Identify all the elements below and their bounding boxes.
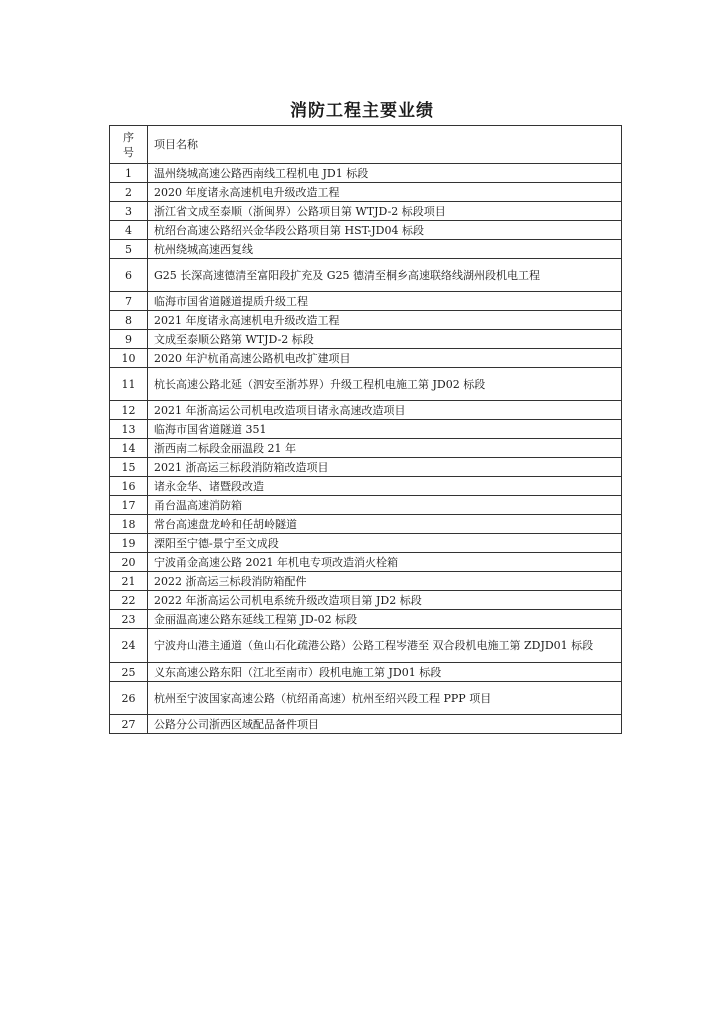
- row-number: 18: [110, 515, 148, 534]
- table-row: [110, 515, 622, 534]
- table-row: [110, 663, 622, 682]
- row-number: 25: [110, 663, 148, 682]
- table-row: [110, 572, 622, 591]
- performance-table: [109, 125, 622, 734]
- table-row: [110, 682, 622, 715]
- row-project-name: 公路分公司浙西区域配品备件项目: [148, 715, 622, 734]
- row-project-name: 义东高速公路东阳（江北至南市）段机电施工第 JD01 标段: [148, 663, 622, 682]
- row-project-name: 宁波甬金高速公路 2021 年机电专项改造消火栓箱: [148, 553, 622, 572]
- table-row: [110, 629, 622, 663]
- row-project-name: 溧阳至宁德-景宁至文成段: [148, 534, 622, 553]
- table-row: [110, 292, 622, 311]
- row-number: 12: [110, 401, 148, 420]
- row-project-name: 温州绕城高速公路西南线工程机电 JD1 标段: [148, 164, 622, 183]
- row-project-name: 2022 浙高运三标段消防箱配件: [148, 572, 622, 591]
- row-number: 14: [110, 439, 148, 458]
- row-number: 23: [110, 610, 148, 629]
- row-project-name: 2021 浙高运三标段消防箱改造项目: [148, 458, 622, 477]
- row-project-name: 常台高速盘龙岭和任胡岭隧道: [148, 515, 622, 534]
- row-number: 13: [110, 420, 148, 439]
- row-number: 27: [110, 715, 148, 734]
- row-number: 6: [110, 259, 148, 292]
- table-row: [110, 330, 622, 349]
- table-row: [110, 311, 622, 330]
- row-number: 22: [110, 591, 148, 610]
- row-project-name: 2020 年沪杭甬高速公路机电改扩建项目: [148, 349, 622, 368]
- page-title: 消防工程主要业绩: [290, 101, 434, 121]
- table-row: [110, 164, 622, 183]
- table-row: [110, 439, 622, 458]
- table-row: [110, 183, 622, 202]
- row-number: 16: [110, 477, 148, 496]
- row-project-name: 临海市国省道隧道提质升级工程: [148, 292, 622, 311]
- row-number: 5: [110, 240, 148, 259]
- row-project-name: 临海市国省道隧道 351: [148, 420, 622, 439]
- table-row: [110, 349, 622, 368]
- row-project-name: 2020 年度诸永高速机电升级改造工程: [148, 183, 622, 202]
- row-number: 26: [110, 682, 148, 715]
- table-row: [110, 401, 622, 420]
- table-row: [110, 202, 622, 221]
- table-row: [110, 259, 622, 292]
- row-project-name: 2021 年度诸永高速机电升级改造工程: [148, 311, 622, 330]
- table-row: [110, 496, 622, 515]
- table-row: [110, 477, 622, 496]
- row-number: 11: [110, 368, 148, 401]
- table-row: [110, 534, 622, 553]
- table-row: [110, 221, 622, 240]
- row-number: 3: [110, 202, 148, 221]
- row-number: 1: [110, 164, 148, 183]
- row-number: 10: [110, 349, 148, 368]
- row-number: 24: [110, 629, 148, 663]
- row-project-name: 杭州绕城高速西复线: [148, 240, 622, 259]
- table-row: [110, 368, 622, 401]
- table-row: [110, 240, 622, 259]
- row-number: 7: [110, 292, 148, 311]
- table-row: [110, 715, 622, 734]
- row-project-name: 甬台温高速消防箱: [148, 496, 622, 515]
- row-number: 9: [110, 330, 148, 349]
- table-header-row: [110, 126, 622, 164]
- row-number: 20: [110, 553, 148, 572]
- row-number: 8: [110, 311, 148, 330]
- row-project-name: 2022 年浙高运公司机电系统升级改造项目第 JD2 标段: [148, 591, 622, 610]
- header-no: [110, 126, 148, 164]
- row-project-name: 杭州至宁波国家高速公路（杭绍甬高速）杭州至绍兴段工程 PPP 项目: [148, 682, 622, 715]
- row-number: 21: [110, 572, 148, 591]
- row-project-name: 杭绍台高速公路绍兴金华段公路项目第 HST-JD04 标段: [148, 221, 622, 240]
- table-row: [110, 591, 622, 610]
- row-number: 2: [110, 183, 148, 202]
- table-row: [110, 610, 622, 629]
- row-project-name: 文成至泰顺公路第 WTJD-2 标段: [148, 330, 622, 349]
- row-project-name: 浙西南二标段金丽温段 21 年: [148, 439, 622, 458]
- row-project-name: 金丽温高速公路东延线工程第 JD-02 标段: [148, 610, 622, 629]
- row-number: 15: [110, 458, 148, 477]
- row-number: 19: [110, 534, 148, 553]
- header-no-line2: 号: [123, 145, 134, 159]
- row-project-name: G25 长深高速德清至富阳段扩充及 G25 德清至桐乡高速联络线湖州段机电工程: [148, 259, 622, 292]
- header-no-line1: 序: [123, 130, 134, 144]
- row-number: 17: [110, 496, 148, 515]
- table-row: [110, 553, 622, 572]
- row-project-name: 杭长高速公路北延（泗安至浙苏界）升级工程机电施工第 JD02 标段: [148, 368, 622, 401]
- row-project-name: 诸永金华、诸暨段改造: [148, 477, 622, 496]
- table-row: [110, 458, 622, 477]
- table-row: [110, 420, 622, 439]
- header-project-name: 项目名称: [148, 126, 622, 164]
- row-project-name: 宁波舟山港主通道（鱼山石化疏港公路）公路工程岑港至 双合段机电施工第 ZDJD01 标段: [148, 629, 622, 663]
- row-number: 4: [110, 221, 148, 240]
- row-project-name: 2021 年浙高运公司机电改造项目诸永高速改造项目: [148, 401, 622, 420]
- row-project-name: 浙江省文成至泰顺（浙闽界）公路项目第 WTJD-2 标段项目: [148, 202, 622, 221]
